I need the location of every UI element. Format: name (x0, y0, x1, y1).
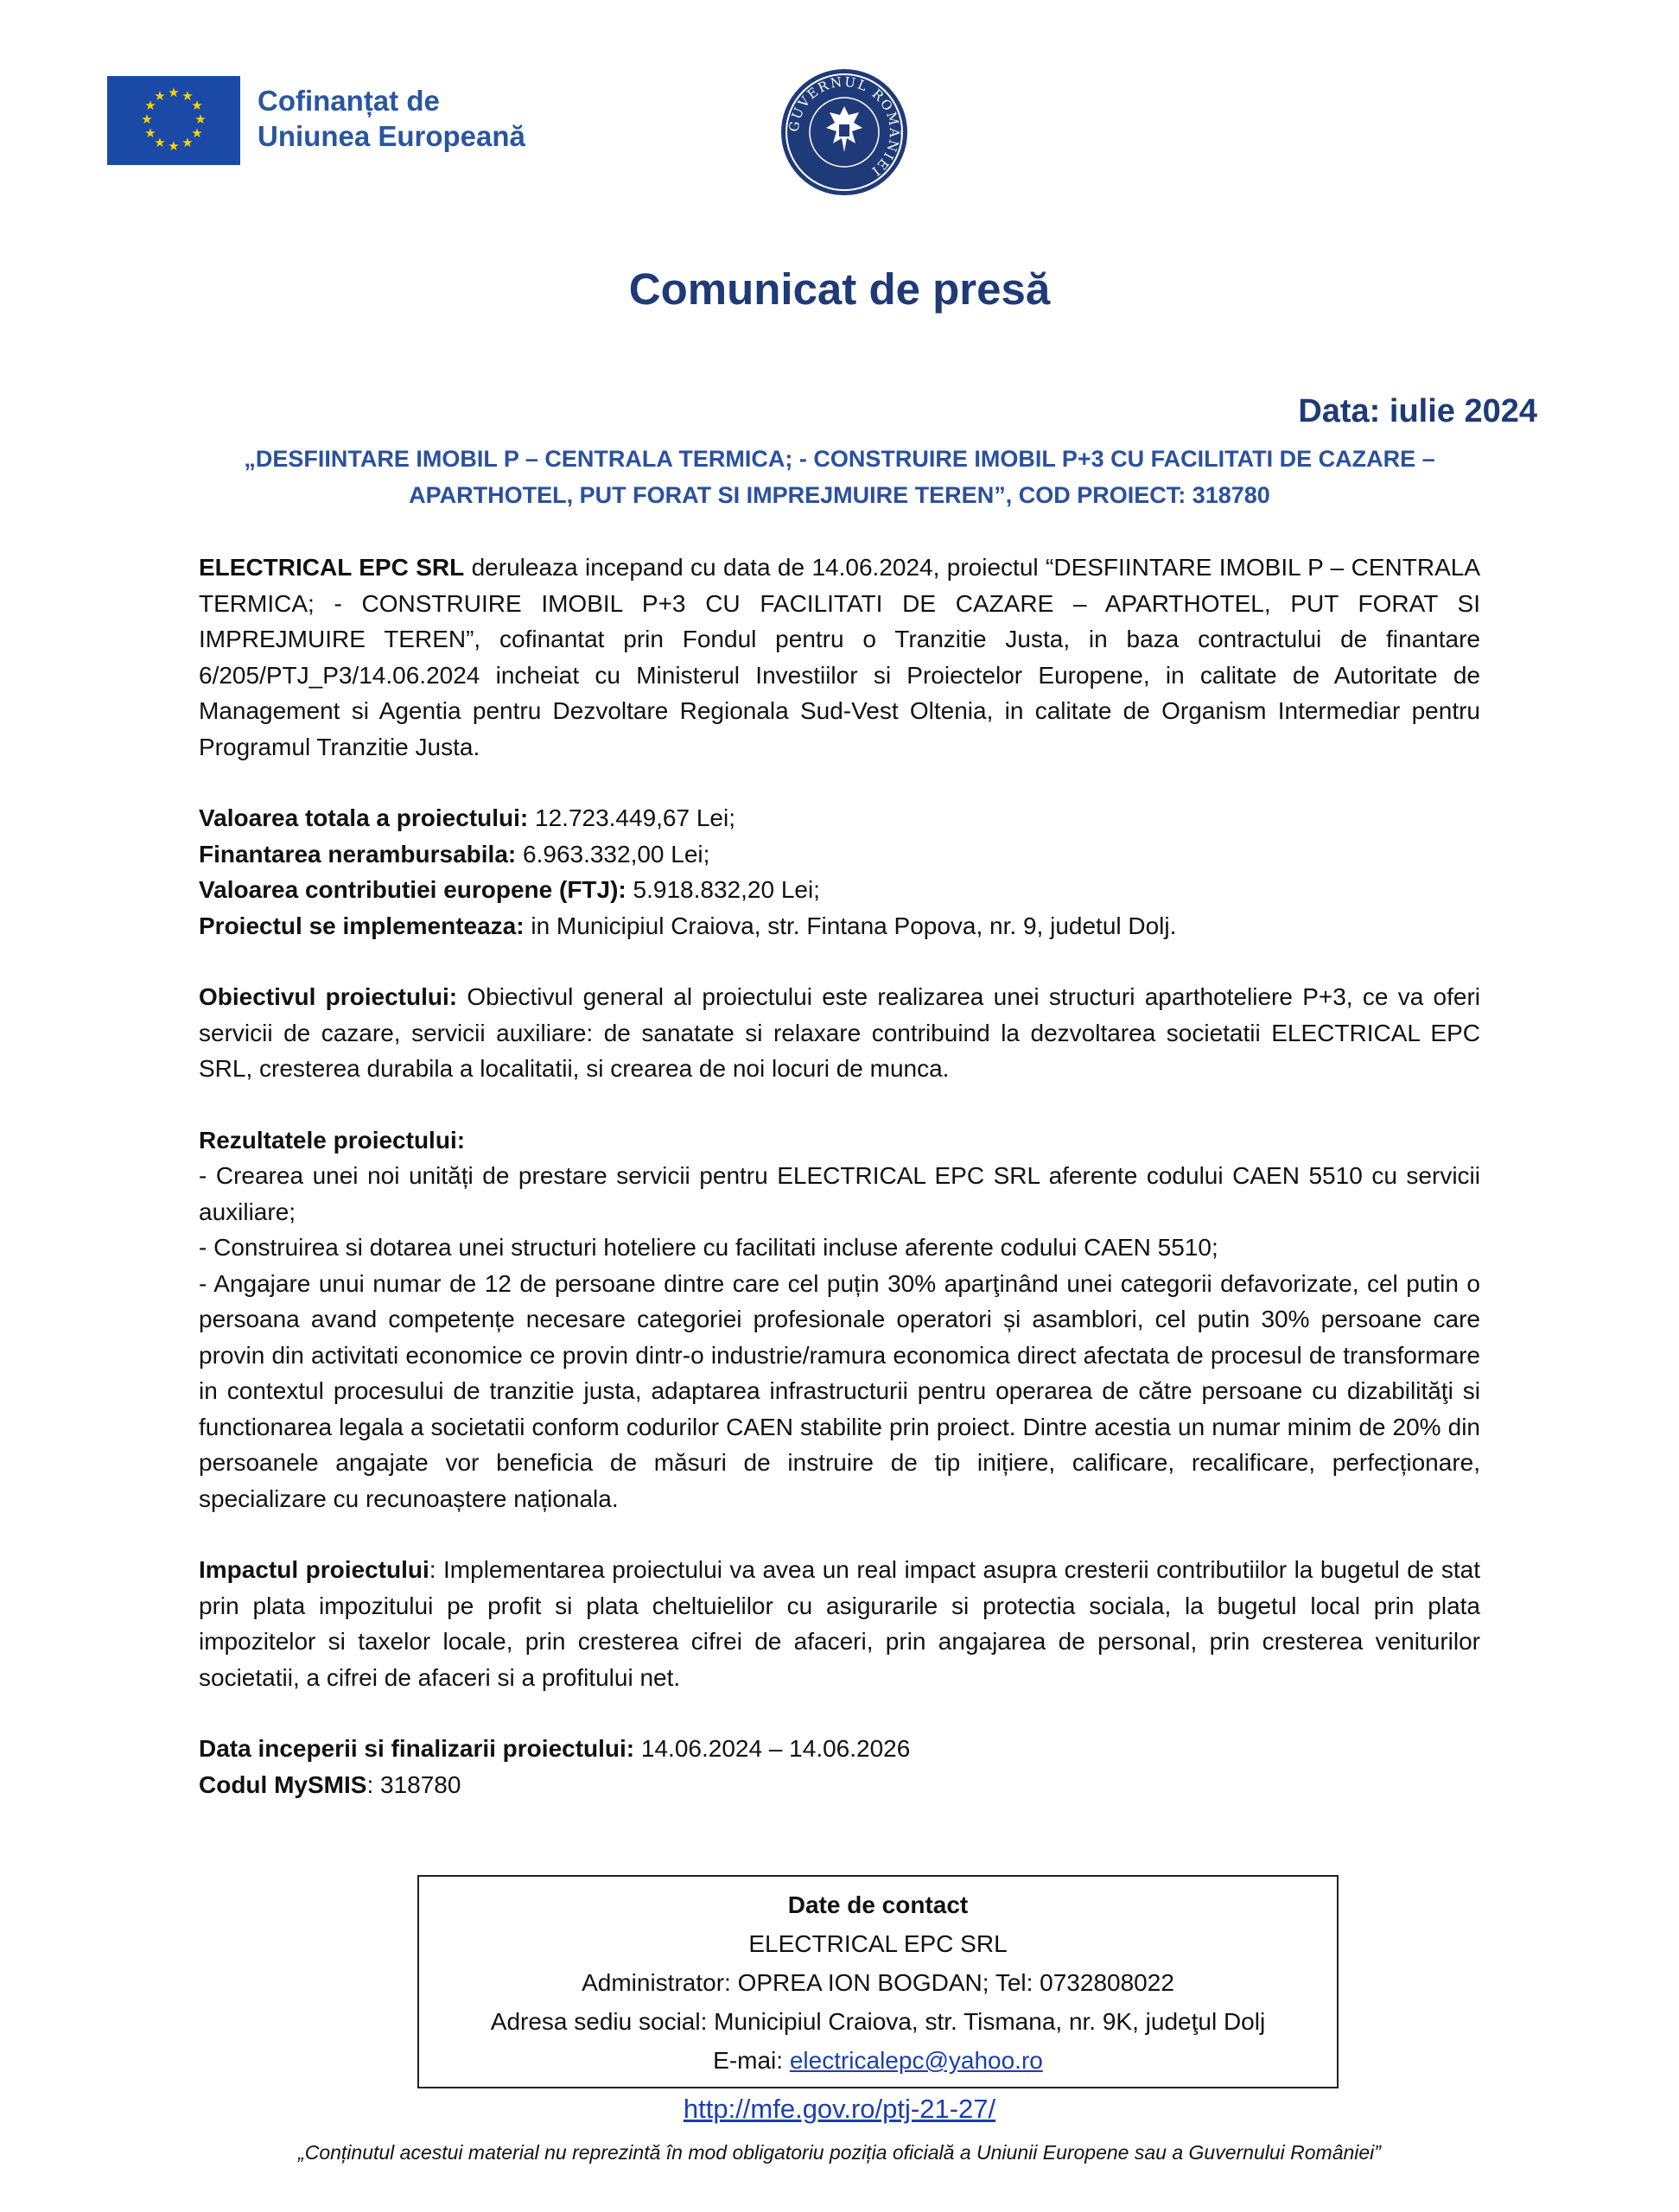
svg-text:★: ★ (181, 135, 194, 150)
svg-text:★: ★ (168, 85, 180, 100)
svg-text:★: ★ (181, 88, 194, 104)
project-title: „DESFIINTARE IMOBIL P – CENTRALA TERMICA; - CONSTRUIRE IMOBIL P+3 CU FACILITATI DE CAZARE – APARTHOTEL, PUT FORAT SI IMPREJMUIRE TEREN”, COD PROIECT: 318780 (244, 446, 1435, 508)
email-link[interactable]: electricalepc@yahoo.ro (789, 2047, 1043, 2074)
contact-box (417, 1875, 1339, 2088)
svg-text:★: ★ (168, 138, 180, 154)
dates-line: Data inceperii si finalizarii proiectului: 14.06.2024 – 14.06.2026 (199, 1735, 911, 1762)
objective-paragraph: Obiectivul proiectului: Obiectivul general al proiectului este realizarea unei structuri aparthoteliere P+3, ce va oferi servicii de cazare, servicii auxiliare: de sanatate si relaxare contribuind la dezvoltarea societatii ELECTRICAL EPC SRL, cresterea durabila a localitatii, si crearea de noi locuri de munca. (199, 983, 1481, 1082)
mysmis-line: Codul MySMIS: 318780 (199, 1770, 461, 1798)
svg-text:★: ★ (191, 98, 203, 113)
eu-line-1: Cofinanțat de (258, 85, 440, 117)
disclaimer: „Conținutul acestui material nu reprezintă în mod obligatoriu poziția oficială a Uniunii Europene sau a Guvernului României” (298, 2141, 1381, 2164)
press-release-date: Data: iulie 2024 (1298, 393, 1537, 429)
svg-text:★: ★ (194, 111, 207, 127)
svg-text:★: ★ (154, 135, 166, 150)
eu-cofinancing-label (258, 83, 525, 154)
result-item: - Crearea unei noi unități de prestare servicii pentru ELECTRICAL EPC SRL aferente codului CAEN 5510 cu servicii auxiliare; (199, 1162, 1480, 1225)
results-heading: Rezultatele proiectului: (199, 1126, 466, 1154)
result-item: - Construirea si dotarea unei structuri hoteliere cu facilitati incluse aferente codului CAEN 5510; (199, 1234, 1218, 1261)
contact-heading: Date de contact (787, 1891, 969, 1918)
contact-address: Adresa sediu social: Municipiul Craiova, str. Tismana, nr. 9K, judeţul Dolj (490, 2008, 1266, 2035)
page-title: Comunicat de presă (628, 264, 1051, 314)
svg-text:★: ★ (141, 111, 153, 127)
value-line: Finantarea nerambursabila: 6.963.332,00 Lei; (199, 840, 710, 868)
press-release-body (199, 550, 1480, 1802)
value-line: Valoarea contributiei europene (FTJ): 5.918.832,20 Lei; (199, 876, 820, 903)
value-line: Proiectul se implementeaza: in Municipiul Craiova, str. Fintana Popova, nr. 9, judetul Dolj. (199, 912, 1177, 939)
svg-text:★: ★ (191, 125, 203, 141)
footer-url-link[interactable]: http://mfe.gov.ro/ptj-21-27/ (683, 2094, 996, 2124)
eu-line-2: Uniunea Europeană (258, 120, 525, 152)
eu-flag-logo (107, 76, 240, 165)
company-name: ELECTRICAL EPC SRL (199, 554, 465, 581)
value-line: Valoarea totala a proiectului: 12.723.449,67 Lei; (199, 804, 735, 831)
intro-paragraph (199, 550, 1480, 765)
romanian-eagle-icon (779, 67, 909, 197)
government-seal-logo (779, 67, 909, 197)
contact-email-line: E-mai: electricalepc@yahoo.ro (713, 2047, 1043, 2074)
svg-text:★: ★ (144, 98, 156, 113)
contact-admin: Administrator: OPREA ION BOGDAN; Tel: 0732808022 (582, 1969, 1174, 1996)
intro-text: deruleaza incepand cu data de 14.06.2024, proiectul “DESFIINTARE IMOBIL P – CENTRALA TERMICA; - CONSTRUIRE IMOBIL P+3 CU FACILITATI DE CAZARE – APARTHOTEL, PUT FORAT SI IMPREJMUIRE TEREN”, cofinantat prin Fondul pentru o Tranzitie Justa, in baza contractului de finantare 6/205/PTJ_P3/14.06.2024 incheiat cu Ministerul Investiilor si Proiectelor Europene, in calitate de Autoritate de Management si Agentia pentru Dezvoltare Regionala Sud-Vest Oltenia, in calitate de Organism Intermediar pentru Programul Tranzitie Justa. (199, 554, 1480, 760)
svg-text:★: ★ (154, 88, 166, 104)
footer-url-line (0, 2094, 1679, 2125)
svg-text:★: ★ (144, 125, 156, 141)
contact-company: ELECTRICAL EPC SRL (748, 1930, 1008, 1957)
eu-stars-icon (107, 76, 240, 165)
impact-paragraph: Impactul proiectului: Implementarea proiectului va avea un real impact asupra cresterii contributiilor la bugetul de stat prin plata impozitului pe profit si plata cheltuielilor cu asigurarile si protectia sociala, la bugetul local prin plata impozitelor si taxelor locale, prin cresterea cifrei de afaceri, prin angajarea de personal, prin cresterea veniturilor societatii, a cifrei de afaceri si a profitului net. (199, 1556, 1480, 1691)
result-item: - Angajare unui numar de 12 de persoane dintre care cel puțin 30% aparţinând unei categorii defavorizate, cel putin o persoana avand competențe necesare categoriei profesionale operatori și asamblori, cel putin 30% persoane care provin din activitati economice ce provin dintr-o industrie/ramura economica direct afectata de procesul de transformare in contextul procesului de tranzitie justa, adaptarea infrastructurii pentru operarea de către persoane cu dizabilităţi si functionarea legala a societatii conform codurilor CAEN stabilite prin proiect. Dintre acestia un numar minim de 20% din persoanele angajate vor beneficia de măsuri de instruire de tip inițiere, calificare, recalificare, perfecționare, specializare cu recunoaștere naționala. (199, 1269, 1480, 1512)
seal-text: GUVERNUL ROMÂNIEI (785, 73, 903, 181)
